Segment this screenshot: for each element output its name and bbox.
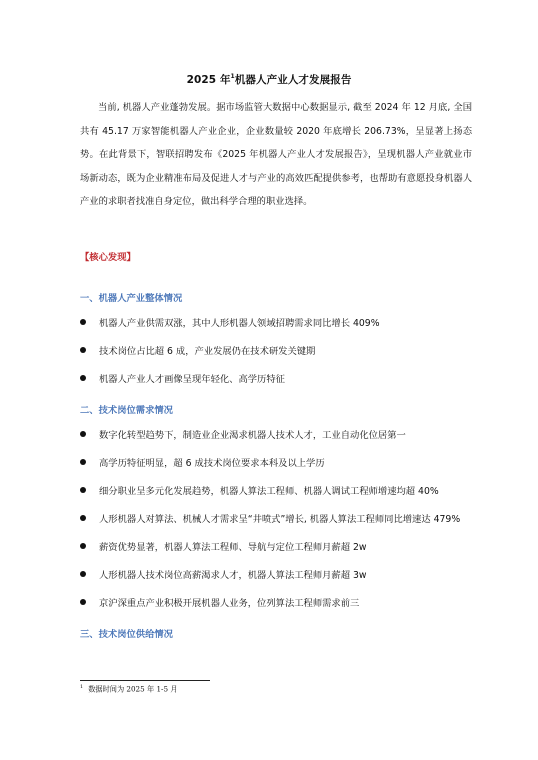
section-heading-demand: 二、技术岗位需求情况 bbox=[80, 405, 173, 416]
bullet-dot-icon bbox=[80, 487, 86, 493]
bullet-item bbox=[80, 541, 367, 555]
bullet-text: 京沪深重点产业积极开展机器人业务，位列算法工程师需求前三 bbox=[99, 598, 360, 609]
key-findings-heading: 【核心发现】 bbox=[80, 252, 136, 263]
bullet-text: 技术岗位占比超 6 成，产业发展仍在技术研发关键期 bbox=[99, 346, 316, 357]
intro-paragraph: 当前, 机器人产业蓬勃发展。据市场监管大数据中心数据显示, 截至 2024 年 12 月底, 全国共有 45.17 万家智能机器人产业企业，企业数量较 2020 年底增长 206.73%，呈显著上扬态势。在此背景下，智联招聘发布《2025 年机器人产业人才发展报告》，呈现机器人产业就业市场新动态，既为企业精准布局及促进人才与产业的高效匹配提供参考，也帮助有意愿投身机器人产业的求职者找准自身定位，做出科学合理的职业选择。 bbox=[80, 102, 472, 208]
bullet-dot-icon bbox=[80, 319, 86, 325]
bullet-dot-icon bbox=[80, 571, 86, 577]
bullet-dot-icon bbox=[80, 431, 86, 437]
bullet-item bbox=[80, 485, 439, 499]
bullet-dot-icon bbox=[80, 599, 86, 605]
section-heading-supply: 三、技术岗位供给情况 bbox=[80, 629, 173, 640]
footnote bbox=[80, 684, 178, 694]
bullet-dot-icon bbox=[80, 515, 86, 521]
bullet-item bbox=[80, 317, 380, 331]
bullet-item bbox=[80, 457, 325, 471]
title-main: 机器人产业人才发展报告 bbox=[234, 74, 352, 86]
bullet-dot-icon bbox=[80, 459, 86, 465]
section-heading-overall: 一、机器人产业整体情况 bbox=[80, 293, 183, 304]
title-prefix: 2025 年 bbox=[186, 74, 231, 86]
bullet-text: 数字化转型趋势下，制造业企业渴求机器人技术人才，工业自动化位居第一 bbox=[99, 430, 406, 441]
bullet-text: 人形机器人对算法、机械人才需求呈“井喷式”增长, 机器人算法工程师同比增速达 479% bbox=[99, 514, 461, 525]
bullet-text: 薪资优势显著，机器人算法工程师、导航与定位工程师月薪超 2w bbox=[99, 542, 367, 553]
footnote-text: 数据时间为 2025 年 1-5 月 bbox=[88, 684, 178, 694]
bullet-text: 机器人产业供需双涨，其中人形机器人领域招聘需求同比增长 409% bbox=[99, 318, 380, 329]
bullet-dot-icon bbox=[80, 375, 86, 381]
bullet-dot-icon bbox=[80, 347, 86, 353]
footnote-mark: 1 bbox=[80, 684, 84, 690]
bullet-dot-icon bbox=[80, 543, 86, 549]
bullet-text: 机器人产业人才画像呈现年轻化、高学历特征 bbox=[99, 374, 285, 385]
footnote-reference: 1 bbox=[230, 72, 235, 80]
bullet-item bbox=[80, 513, 460, 527]
bullet-item bbox=[80, 345, 315, 359]
page-title bbox=[0, 72, 538, 87]
bullet-item bbox=[80, 429, 406, 443]
bullet-text: 人形机器人技术岗位高薪渴求人才，机器人算法工程师月薪超 3w bbox=[99, 570, 367, 581]
bullet-item bbox=[80, 569, 367, 583]
bullet-text: 细分职业呈多元化发展趋势，机器人算法工程师、机器人调试工程师增速均超 40% bbox=[99, 486, 439, 497]
bullet-item bbox=[80, 597, 359, 611]
bullet-text: 高学历特征明显，超 6 成技术岗位要求本科及以上学历 bbox=[99, 458, 325, 469]
bullet-item bbox=[80, 373, 285, 387]
footnote-divider bbox=[80, 680, 210, 681]
